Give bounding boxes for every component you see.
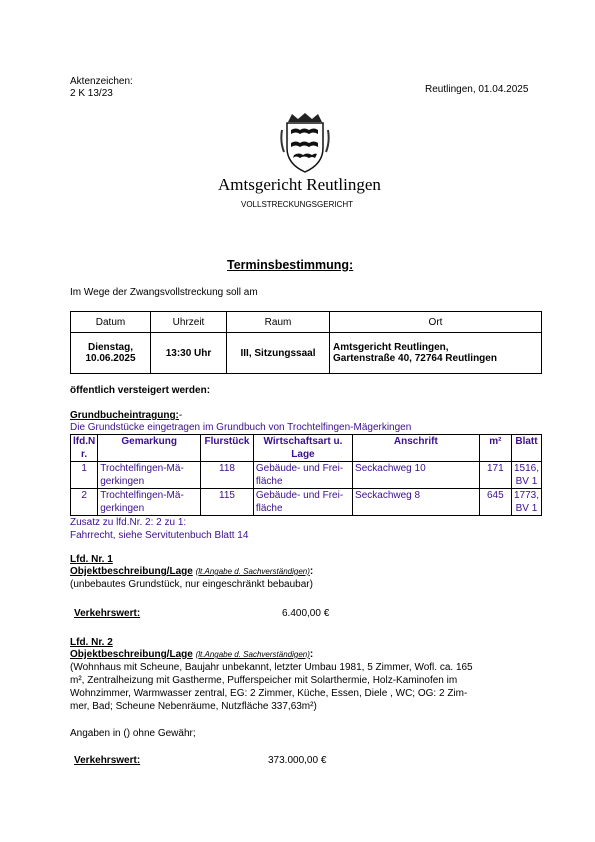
lfd2-beschreibung-l1: (Wohnhaus mit Scheune, Baujahr unbekannt, letzter Umbau 1981, 5 Zimmer, Wofl. ca. 165	[70, 662, 473, 673]
schedule-datum-line2: 10.06.2025	[85, 353, 136, 364]
court-department: VOLLSTRECKUNGSGERICHT	[241, 200, 354, 209]
gb-cell-wirtschaftsart: Gebäude- und Frei-fläche	[253, 489, 352, 516]
schedule-raum: III, Sitzungssaal	[227, 333, 330, 374]
gb-cell-flurstueck: 118	[201, 462, 254, 489]
lfd2-objekt-label: Objektbeschreibung/Lage	[70, 649, 193, 660]
gb-cell-gemarkung: Trochtelfingen-Mä-gerkingen	[98, 462, 201, 489]
lfd2-title: Lfd. Nr. 2	[70, 637, 113, 648]
aktenzeichen: 2 K 13/23	[70, 88, 113, 99]
schedule-header-row	[71, 312, 542, 333]
lfd2-objekt-hint: (lt.Angabe d. Sachverständigen)	[195, 650, 310, 659]
schedule-uhrzeit: 13:30 Uhr	[151, 333, 227, 374]
lfd1-objekt-hint: (lt.Angabe d. Sachverständigen)	[195, 567, 310, 576]
court-name: Amtsgericht Reutlingen	[218, 175, 381, 194]
intro-text: Im Wege der Zwangsvollstreckung soll am	[70, 287, 258, 298]
schedule-ort	[330, 333, 542, 374]
gb-cell-nr: 2	[71, 489, 98, 516]
lfd1-verkehrswert-label: Verkehrswert:	[74, 608, 141, 619]
gb-header-m2: m²	[479, 435, 511, 462]
gb-header-wirtschaftsart: Wirtschaftsart u. Lage	[253, 435, 352, 462]
grundbuch-description: Die Grundstücke eingetragen im Grundbuch von Trochtelfingen-Mägerkingen	[70, 422, 412, 433]
lfd1-objekt-heading	[70, 566, 313, 577]
zusatz-line2: Fahrrecht, siehe Servitutenbuch Blatt 14	[70, 530, 249, 541]
grundbuch-header-row	[71, 435, 542, 462]
lfd2-objekt-colon: :	[309, 649, 314, 660]
table-row	[71, 489, 542, 516]
gb-header-gemarkung: Gemarkung	[98, 435, 201, 462]
grundbuch-table	[70, 434, 542, 516]
table-row	[71, 462, 542, 489]
schedule-ort-line2: Gartenstraße 40, 72764 Reutlingen	[333, 353, 497, 364]
gb-cell-m2: 645	[479, 489, 511, 516]
zusatz-line1: Zusatz zu lfd.Nr. 2: 2 zu 1:	[70, 517, 187, 528]
grundbuch-heading-suffix: -	[178, 410, 183, 421]
schedule-header-ort: Ort	[330, 312, 542, 333]
lfd2-angaben: Angaben in () ohne Gewähr;	[70, 728, 196, 739]
lfd1-verkehrswert: 6.400,00 €	[282, 608, 330, 619]
grundbuch-heading-wrap	[70, 410, 182, 421]
grundbuch-heading: Grundbucheintragung:	[70, 410, 179, 421]
gb-cell-anschrift: Seckachweg 8	[353, 489, 480, 516]
lfd1-title: Lfd. Nr. 1	[70, 554, 113, 565]
gb-cell-wirtschaftsart: Gebäude- und Frei-fläche	[253, 462, 352, 489]
lfd1-objekt-label: Objektbeschreibung/Lage	[70, 566, 193, 577]
gb-cell-m2: 171	[479, 462, 511, 489]
ort-datum: Reutlingen, 01.04.2025	[425, 84, 529, 95]
aktenzeichen-label: Aktenzeichen:	[70, 76, 133, 87]
lfd1-objekt-colon: :	[309, 566, 314, 577]
lfd2-objekt-heading	[70, 649, 313, 660]
versteigert-text: öffentlich versteigert werden:	[70, 385, 211, 396]
gb-header-blatt: Blatt	[511, 435, 541, 462]
lfd2-beschreibung-l2: m², Zentralheizung mit Gastherme, Pufferspeicher mit Solarthermie, Holz-Kaminofen im	[70, 675, 458, 686]
lfd2-beschreibung-l3: Wohnzimmer, Warmwasser zentral, EG: 2 Zimmer, Küche, Essen, Diele , WC; OG: 2 Zim-	[70, 688, 468, 699]
schedule-ort-line1: Amtsgericht Reutlingen,	[333, 342, 449, 353]
gb-header-anschrift: Anschrift	[353, 435, 480, 462]
schedule-table	[70, 311, 542, 374]
gb-header-nr: lfd.N r.	[71, 435, 98, 462]
gb-cell-nr: 1	[71, 462, 98, 489]
lfd2-beschreibung-l4: mer, Bad; Scheune Nebenräume, Nutzfläche 337,63m²)	[70, 701, 317, 712]
gb-cell-blatt: 1516, BV 1	[511, 462, 541, 489]
lfd2-verkehrswert-label: Verkehrswert:	[74, 755, 141, 766]
lfd2-verkehrswert: 373.000,00 €	[268, 755, 327, 766]
gb-cell-flurstueck: 115	[201, 489, 254, 516]
gb-header-flurstueck: Flurstück	[201, 435, 254, 462]
gb-cell-blatt: 1773, BV 1	[511, 489, 541, 516]
schedule-row	[71, 333, 542, 374]
schedule-datum-line1: Dienstag,	[87, 342, 133, 353]
schedule-header-raum: Raum	[227, 312, 330, 333]
page-title: Terminsbestimmung:	[227, 258, 354, 272]
schedule-header-datum: Datum	[71, 312, 151, 333]
gb-cell-gemarkung: Trochtelfingen-Mä-gerkingen	[98, 489, 201, 516]
lfd1-beschreibung: (unbebautes Grundstück, nur eingeschränkt bebaubar)	[70, 579, 313, 590]
schedule-header-uhrzeit: Uhrzeit	[151, 312, 227, 333]
gb-cell-anschrift: Seckachweg 10	[353, 462, 480, 489]
schedule-datum	[71, 333, 151, 374]
coat-of-arms-icon	[280, 112, 330, 174]
